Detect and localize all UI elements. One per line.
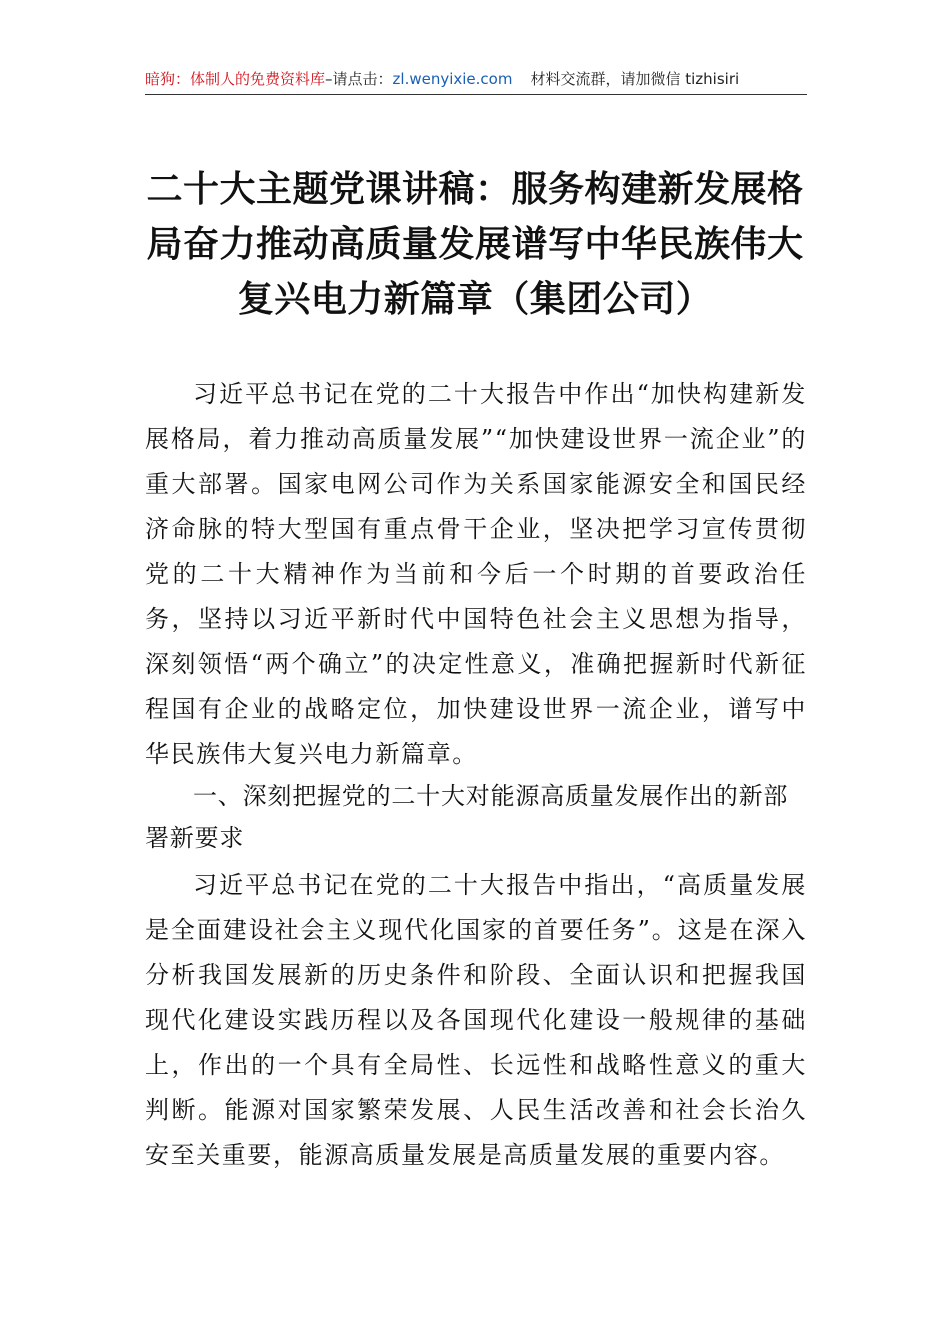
paragraph-section-1: 习近平总书记在党的二十大报告中指出，“高质量发展是全面建设社会主义现代化国家的首要任务”。这是在深入分析我国发展新的历史条件和阶段、全面认识和把握我国现代化建设实践历程以及各国现代化建设一般规律的基础上，作出的一个具有全局性、长远性和战略性意义的重大判断。能源对国家繁荣发展、人民生活改善和社会长治久安至关重要，能源高质量发展是高质量发展的重要内容。 <box>145 871 807 1169</box>
section-heading-1: 一、深刻把握党的二十大对能源高质量发展作出的新部署新要求 <box>145 782 789 852</box>
header-prompt: –请点击： <box>325 70 393 88</box>
header-group-info: 材料交流群，请加微信 tizhisiri <box>530 70 740 88</box>
header-brand: 暗狗：体制人的免费资料库 <box>145 70 326 88</box>
document-title: 二十大主题党课讲稿：服务构建新发展格局奋力推动高质量发展谱写中华民族伟大复兴电力新篇章（集团公司） <box>146 168 804 320</box>
paragraph-intro: 习近平总书记在党的二十大报告中作出“加快构建新发展格局，着力推动高质量发展”“加快建设世界一流企业”的重大部署。国家电网公司作为关系国家能源安全和国民经济命脉的特大型国有重点骨干企业，坚决把学习宣传贯彻党的二十大精神作为当前和今后一个时期的首要政治任务，坚持以习近平新时代中国特色社会主义思想为指导，深刻领悟“两个确立”的决定性意义，准确把握新时代新征程国有企业的战略定位，加快建设世界一流企业，谱写中华民族伟大复兴电力新篇章。 <box>145 380 807 768</box>
page-header <box>145 68 807 95</box>
header-link[interactable]: zl.wenyixie.com <box>392 70 513 88</box>
